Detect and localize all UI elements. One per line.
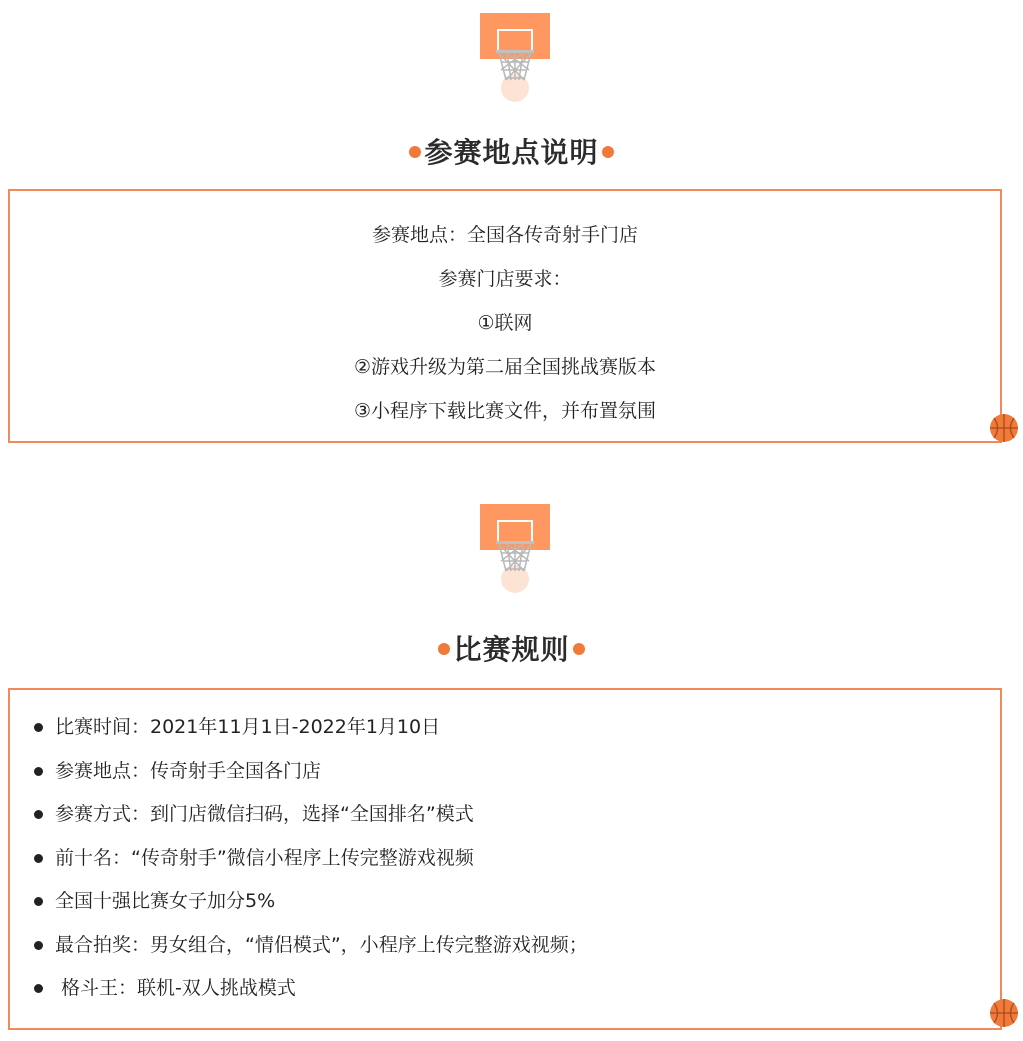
bullet-icon bbox=[34, 984, 43, 993]
location-info-box bbox=[8, 189, 1002, 443]
bullet-icon bbox=[34, 897, 43, 906]
bullet-icon bbox=[34, 723, 43, 732]
list-item: 最合拍奖：男女组合，“情侣模式”，小程序上传完整游戏视频； bbox=[30, 924, 1000, 968]
section-title-location bbox=[0, 131, 1023, 171]
requirement-item: ①联网 bbox=[477, 312, 533, 334]
requirement-item: ③小程序下载比赛文件，并布置氛围 bbox=[353, 400, 657, 422]
list-item: 参赛地点：传奇射手全国各门店 bbox=[30, 750, 1000, 794]
rules-list bbox=[10, 690, 1000, 1011]
basketball-hoop-icon bbox=[479, 12, 551, 104]
location-line: 参赛地点：全国各传奇射手门店 bbox=[371, 224, 638, 246]
basketball-hoop-icon bbox=[479, 503, 551, 595]
section-title-rules bbox=[0, 628, 1023, 668]
title-dot-left bbox=[409, 146, 421, 158]
requirement-item: ②游戏升级为第二届全国挑战赛版本 bbox=[353, 356, 657, 378]
title-dot-left bbox=[438, 643, 450, 655]
store-requirement-heading: 参赛门店要求： bbox=[438, 268, 572, 290]
section-title-text: 参赛地点说明 bbox=[424, 136, 599, 169]
list-item: 全国十强比赛女子加分5% bbox=[30, 880, 1000, 924]
list-item: 格斗王：联机-双人挑战模式 bbox=[30, 967, 1000, 1011]
bullet-icon bbox=[34, 767, 43, 776]
list-item: 前十名：“传奇射手”微信小程序上传完整游戏视频 bbox=[30, 837, 1000, 881]
bullet-icon bbox=[34, 941, 43, 950]
section-title-text: 比赛规则 bbox=[453, 633, 570, 666]
title-dot-right bbox=[602, 146, 614, 158]
basketball-icon bbox=[989, 413, 1019, 443]
bullet-icon bbox=[34, 854, 43, 863]
rules-box bbox=[8, 688, 1002, 1030]
basketball-icon bbox=[989, 998, 1019, 1028]
list-item: 比赛时间：2021年11月1日-2022年1月10日 bbox=[30, 706, 1000, 750]
bullet-icon bbox=[34, 810, 43, 819]
title-dot-right bbox=[573, 643, 585, 655]
list-item: 参赛方式：到门店微信扫码，选择“全国排名”模式 bbox=[30, 793, 1000, 837]
